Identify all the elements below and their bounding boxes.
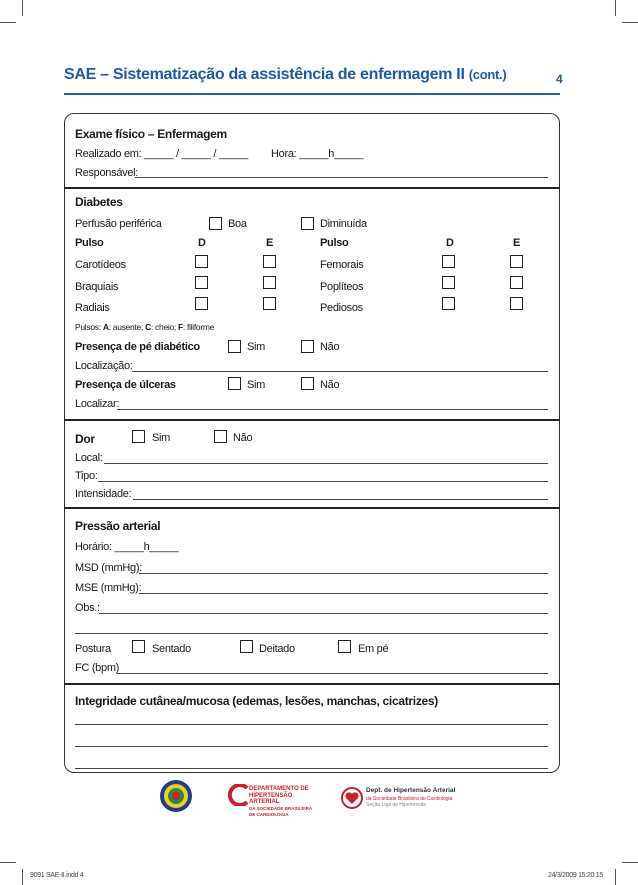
- pe-sim-label: Sim: [247, 341, 266, 353]
- section-divider: [64, 187, 560, 189]
- responsavel-line[interactable]: [135, 177, 548, 178]
- file-name: 9091 SAE-II.indd 4: [30, 872, 84, 879]
- braquiais-d-checkbox[interactable]: [195, 276, 208, 289]
- heart-logo: [341, 787, 363, 809]
- ulceras-nao-label: Não: [320, 379, 340, 391]
- ulceras-label: Presença de úlceras: [75, 379, 176, 391]
- section-divider: [64, 507, 560, 509]
- ulceras-sim-label: Sim: [247, 379, 266, 391]
- sentado-checkbox[interactable]: [132, 640, 145, 653]
- e-header-right: E: [513, 237, 521, 249]
- page-number: 4: [556, 72, 563, 86]
- postura-label: Postura: [75, 643, 111, 655]
- pulso-header-left: Pulso: [75, 237, 104, 249]
- print-date: 24/3/2009 15:20:15: [548, 872, 603, 879]
- localizacao-label: Localização:: [75, 360, 133, 372]
- header-rule: [64, 93, 560, 95]
- femorais-d-checkbox[interactable]: [442, 255, 455, 268]
- tipo-label: Tipo:: [75, 470, 98, 482]
- popliteos-e-checkbox[interactable]: [510, 276, 523, 289]
- msd-label: MSD (mmHg):: [75, 562, 142, 574]
- femorais-e-checkbox[interactable]: [510, 255, 523, 268]
- em-pe-label: Em pé: [358, 643, 389, 655]
- d-header-right: D: [446, 237, 454, 249]
- section-divider: [64, 683, 560, 685]
- braquiais-e-checkbox[interactable]: [263, 276, 276, 289]
- dept-logo-text: DEPARTAMENTO DE HIPERTENSÃO ARTERIAL DA SOCIEDADE BRASILEIRA DE CARDIOLOGIA: [249, 786, 313, 817]
- dor-sim-label: Sim: [152, 432, 171, 444]
- obs-line[interactable]: [99, 613, 548, 614]
- ulceras-nao-checkbox[interactable]: [301, 377, 314, 390]
- pulse-left-1: Carotídeos: [75, 259, 126, 271]
- pediosos-e-checkbox[interactable]: [510, 297, 523, 310]
- integridade-line-3[interactable]: [75, 768, 548, 769]
- popliteos-d-checkbox[interactable]: [442, 276, 455, 289]
- fc-line[interactable]: [117, 673, 548, 674]
- hora-field[interactable]: Hora: _____h_____: [271, 148, 364, 160]
- d-header-left: D: [198, 237, 206, 249]
- pulse-right-1: Femorais: [320, 259, 364, 271]
- pulse-right-2: Poplíteos: [320, 281, 364, 293]
- localizar-line[interactable]: [117, 409, 548, 410]
- pulsos-legend: Pulsos: A: ausente; C: cheio; F: filiforme: [75, 322, 215, 332]
- radiais-e-checkbox[interactable]: [263, 297, 276, 310]
- ulceras-sim-checkbox[interactable]: [228, 377, 241, 390]
- pe-diabetico-label: Presença de pé diabético: [75, 341, 200, 353]
- em-pe-checkbox[interactable]: [338, 640, 351, 653]
- responsavel-label: Responsável:: [75, 167, 139, 179]
- e-header-left: E: [266, 237, 274, 249]
- integridade-title: Integridade cutânea/mucosa (edemas, lesões, manchas, cicatrizes): [75, 694, 438, 708]
- cont-label: (cont.): [468, 67, 507, 82]
- deitado-label: Deitado: [259, 643, 295, 655]
- pe-nao-label: Não: [320, 341, 340, 353]
- integridade-line-1[interactable]: [75, 724, 548, 725]
- pulse-left-3: Radiais: [75, 302, 110, 314]
- mse-label: MSE (mmHg):: [75, 582, 142, 594]
- seal-logo: [159, 779, 193, 813]
- boa-label: Boa: [228, 218, 247, 230]
- fc-label: FC (bpm): [75, 662, 120, 674]
- tipo-line[interactable]: [98, 481, 548, 482]
- deitado-checkbox[interactable]: [240, 640, 253, 653]
- dept-logo-mark: [227, 784, 249, 806]
- localizacao-line[interactable]: [132, 371, 548, 372]
- mse-line[interactable]: [139, 593, 548, 594]
- carotideos-e-checkbox[interactable]: [263, 255, 276, 268]
- pressao-title: Pressão arterial: [75, 519, 161, 533]
- intensidade-label: Intensidade:: [75, 488, 132, 500]
- dor-nao-label: Não: [233, 432, 253, 444]
- perfusao-label: Perfusão periférica: [75, 218, 162, 230]
- section-divider: [64, 419, 560, 421]
- obs-line-2[interactable]: [75, 633, 548, 634]
- pulso-header-right: Pulso: [320, 237, 349, 249]
- radiais-d-checkbox[interactable]: [195, 297, 208, 310]
- logo3-text: Dept. de Hipertensão Arterial da Sociedade Brasileira de Cardiologia Seção Liga de Hipertensão: [366, 787, 456, 808]
- page-title: SAE – Sistematização da assistência de enfermagem II (cont.): [64, 66, 507, 83]
- pediosos-d-checkbox[interactable]: [442, 297, 455, 310]
- pe-nao-checkbox[interactable]: [301, 340, 314, 353]
- integridade-line-2[interactable]: [75, 746, 548, 747]
- pulse-right-3: Pediosos: [320, 302, 363, 314]
- local-line[interactable]: [104, 463, 548, 464]
- realizado-field[interactable]: Realizado em: _____ / _____ / _____: [75, 148, 248, 160]
- pulse-left-2: Braquiais: [75, 281, 119, 293]
- horario-field[interactable]: Horário: _____h_____: [75, 541, 179, 553]
- dor-sim-checkbox[interactable]: [132, 430, 145, 443]
- obs-label: Obs.:: [75, 602, 100, 614]
- form-frame: [64, 113, 560, 773]
- localizar-label: Localizar:: [75, 398, 120, 410]
- dor-nao-checkbox[interactable]: [214, 430, 227, 443]
- diminuida-checkbox[interactable]: [301, 217, 314, 230]
- intensidade-line[interactable]: [133, 499, 548, 500]
- sentado-label: Sentado: [152, 643, 191, 655]
- msd-line[interactable]: [139, 573, 548, 574]
- exam-title: Exame físico – Enfermagem: [75, 127, 227, 141]
- diabetes-title: Diabetes: [75, 195, 123, 209]
- boa-checkbox[interactable]: [209, 217, 222, 230]
- carotideos-d-checkbox[interactable]: [195, 255, 208, 268]
- local-label: Local:: [75, 452, 103, 464]
- pe-sim-checkbox[interactable]: [228, 340, 241, 353]
- dor-title: Dor: [75, 432, 95, 446]
- diminuida-label: Diminuída: [320, 218, 367, 230]
